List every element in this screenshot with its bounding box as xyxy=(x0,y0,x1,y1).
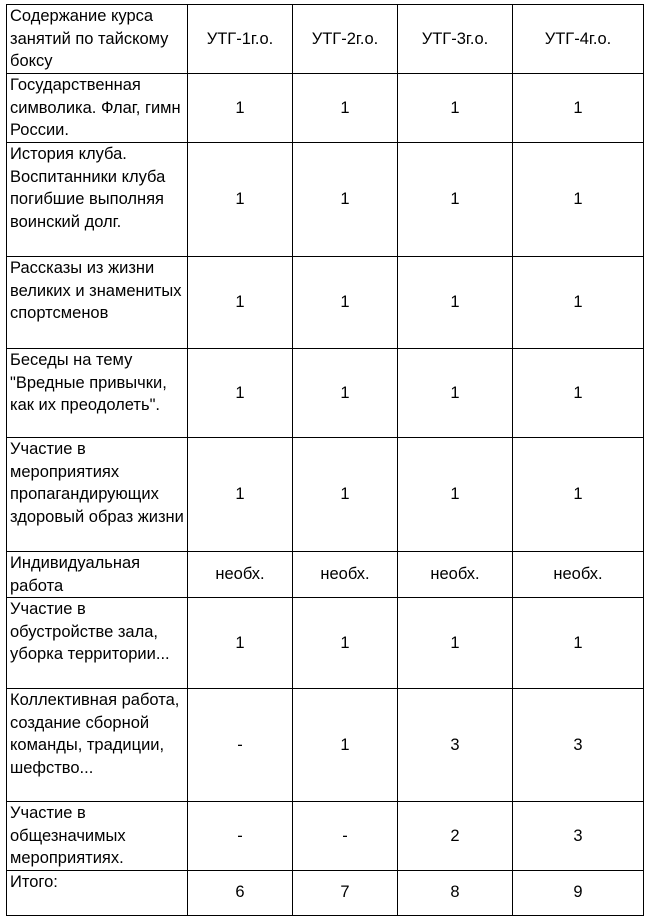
cell-value: 1 xyxy=(398,598,513,689)
table-row xyxy=(7,74,644,143)
total-value: 6 xyxy=(188,870,293,915)
cell-value: 1 xyxy=(513,438,644,552)
cell-value: 1 xyxy=(398,74,513,143)
total-value: 7 xyxy=(293,870,398,915)
cell-value: 1 xyxy=(188,257,293,349)
cell-value: 1 xyxy=(398,143,513,257)
cell-value: 1 xyxy=(513,143,644,257)
row-label: Индивидуальная работа xyxy=(7,552,188,598)
total-row xyxy=(7,870,644,915)
table-row xyxy=(7,349,644,438)
row-label: Участие в мероприятиях пропагандирующих здоровый образ жизни xyxy=(7,438,188,552)
total-value: 8 xyxy=(398,870,513,915)
cell-value: 1 xyxy=(293,257,398,349)
cell-value: необх. xyxy=(293,552,398,598)
cell-value: необх. xyxy=(398,552,513,598)
column-header-utg-3: УТГ-3г.о. xyxy=(398,5,513,74)
table-row xyxy=(7,143,644,257)
cell-value: 3 xyxy=(513,802,644,871)
table-row xyxy=(7,689,644,802)
cell-value: 1 xyxy=(513,257,644,349)
cell-value: 1 xyxy=(293,74,398,143)
total-value: 9 xyxy=(513,870,644,915)
cell-value: 1 xyxy=(513,598,644,689)
cell-value: 1 xyxy=(513,349,644,438)
row-label: Участие в общезначимых мероприятиях. xyxy=(7,802,188,871)
table-row xyxy=(7,257,644,349)
cell-value: 1 xyxy=(513,74,644,143)
column-header-utg-4: УТГ-4г.о. xyxy=(513,5,644,74)
cell-value: 1 xyxy=(293,349,398,438)
table-row xyxy=(7,438,644,552)
table-row xyxy=(7,598,644,689)
cell-value: 1 xyxy=(293,438,398,552)
cell-value: необх. xyxy=(513,552,644,598)
header-label: Содержание курса занятий по тайскому боксу xyxy=(7,5,188,74)
row-label: Государственная символика. Флаг, гимн России. xyxy=(7,74,188,143)
cell-value: 1 xyxy=(188,74,293,143)
cell-value: 1 xyxy=(398,438,513,552)
cell-value: необх. xyxy=(188,552,293,598)
column-header-utg-2: УТГ-2г.о. xyxy=(293,5,398,74)
cell-value: 1 xyxy=(398,349,513,438)
row-label: История клуба. Воспитанники клуба погибшие выполняя воинский долг. xyxy=(7,143,188,257)
cell-value: 3 xyxy=(398,689,513,802)
column-header-utg-1: УТГ-1г.о. xyxy=(188,5,293,74)
cell-value: 1 xyxy=(398,257,513,349)
total-label: Итого: xyxy=(7,870,188,915)
row-label: Коллективная работа, создание сборной команды, традиции, шефство... xyxy=(7,689,188,802)
row-label: Участие в обустройстве зала, уборка территории... xyxy=(7,598,188,689)
row-label: Беседы на тему "Вредные привычки, как их преодолеть". xyxy=(7,349,188,438)
row-label: Рассказы из жизни великих и знаменитых спортсменов xyxy=(7,257,188,349)
cell-value: - xyxy=(293,802,398,871)
cell-value: 1 xyxy=(188,349,293,438)
cell-value: - xyxy=(188,802,293,871)
cell-value: 1 xyxy=(188,598,293,689)
table-row xyxy=(7,552,644,598)
cell-value: 1 xyxy=(188,143,293,257)
cell-value: 1 xyxy=(293,598,398,689)
cell-value: 2 xyxy=(398,802,513,871)
cell-value: 1 xyxy=(293,143,398,257)
cell-value: 3 xyxy=(513,689,644,802)
table-row xyxy=(7,802,644,871)
cell-value: - xyxy=(188,689,293,802)
course-content-table xyxy=(6,4,644,916)
cell-value: 1 xyxy=(188,438,293,552)
cell-value: 1 xyxy=(293,689,398,802)
header-row xyxy=(7,5,644,74)
